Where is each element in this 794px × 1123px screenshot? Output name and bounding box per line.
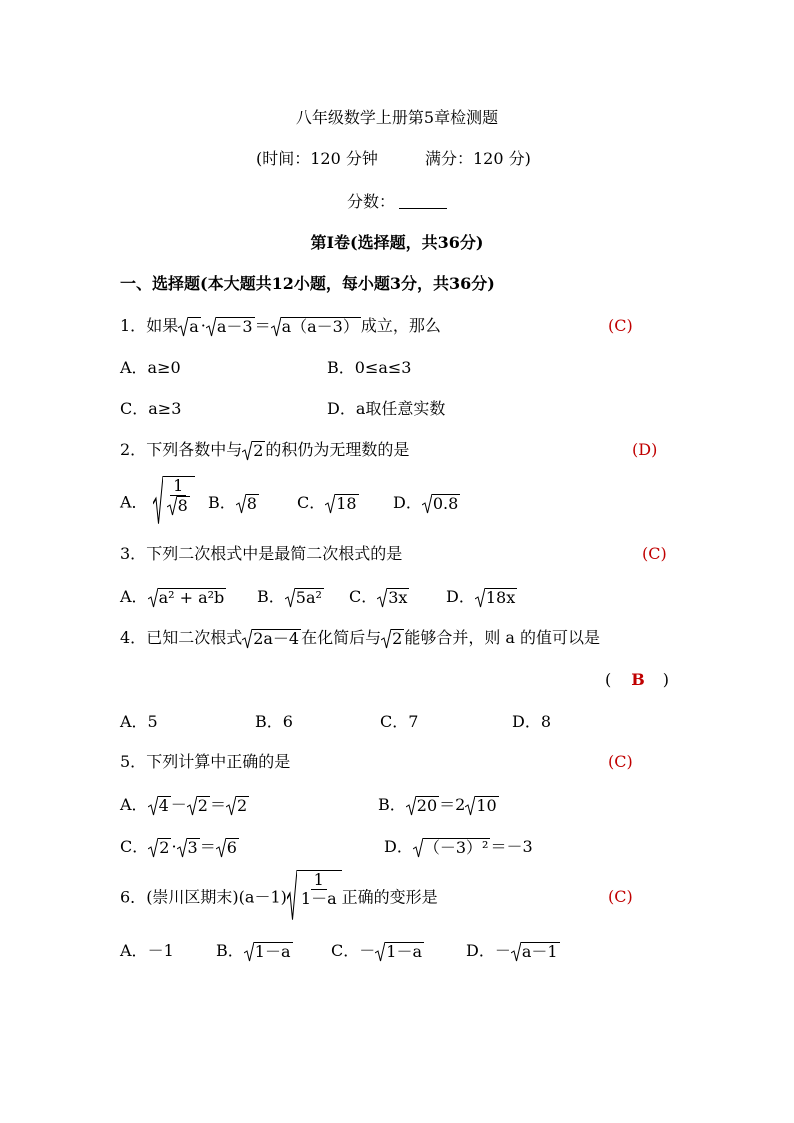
stem-text: 已知二次根式	[146, 628, 243, 647]
option-label: A．	[120, 492, 148, 512]
answer-letter: B	[631, 670, 645, 689]
question-number: 2．	[120, 440, 147, 459]
option-label: D．	[466, 941, 495, 960]
denominator: 1－a	[300, 888, 337, 908]
radicand: 6	[226, 837, 237, 857]
option-label: B．	[257, 587, 285, 606]
question-2-option-c	[297, 492, 359, 514]
question-6-option-b	[216, 940, 293, 962]
radical	[475, 588, 517, 608]
equals: ＝	[199, 837, 216, 856]
stem-text: 下列各数中与	[146, 440, 243, 459]
stem-text: 下列计算中正确的是	[146, 752, 291, 771]
radicand: a（a－3）	[281, 316, 359, 336]
dot-operator: ·	[200, 316, 206, 335]
radical	[325, 494, 358, 514]
radical	[148, 838, 171, 858]
radical	[216, 838, 239, 858]
question-4-option-d: D．8	[512, 712, 552, 731]
minus: －	[170, 795, 187, 814]
radicand: 2	[159, 837, 170, 857]
question-2-stem	[120, 439, 409, 461]
question-5-option-a	[120, 794, 249, 816]
option-label: D．	[393, 493, 422, 512]
question-number: 6．	[120, 887, 147, 907]
radical	[375, 942, 424, 962]
points-label: 分数：	[347, 192, 396, 211]
question-3-option-d	[446, 586, 517, 608]
stem-text: 成立，那么	[360, 316, 441, 335]
points-blank	[399, 192, 447, 209]
radical	[236, 494, 259, 514]
option-label: C．	[331, 941, 360, 960]
question-4-option-c: C．7	[380, 712, 419, 731]
question-4-option-b: B．6	[255, 712, 293, 731]
radical	[511, 942, 560, 962]
question-number: 1．	[120, 316, 147, 335]
question-number: 4．	[120, 628, 147, 647]
equals: ＝	[209, 795, 226, 814]
question-3-answer: (C)	[642, 544, 667, 563]
option-label: B．	[216, 941, 244, 960]
question-3-option-b	[257, 586, 324, 608]
minus: －	[359, 941, 376, 960]
radical	[177, 838, 200, 858]
radicand: 1－a	[254, 941, 291, 961]
radical	[413, 838, 491, 858]
radicand: 5a²	[295, 587, 322, 607]
radicand: （－3）²	[423, 837, 489, 857]
radical	[377, 588, 409, 608]
radicand: 3x	[388, 587, 408, 607]
question-4-answer	[605, 669, 669, 691]
radicand: 0.8	[432, 493, 459, 513]
radical	[187, 796, 210, 816]
question-5-option-d	[384, 836, 533, 858]
stem-text: 如果	[146, 316, 179, 335]
question-6-stem	[120, 870, 438, 922]
question-3-option-a	[120, 586, 226, 608]
question-number: 3．	[120, 544, 147, 563]
question-5-stem	[120, 751, 290, 773]
stem-text: 正确的变形是	[341, 887, 438, 907]
option-label: A．	[120, 795, 148, 814]
option-label: A．	[120, 941, 148, 960]
radical	[285, 588, 324, 608]
fraction	[164, 477, 193, 516]
radicand: 8	[246, 493, 257, 513]
option-label: D．	[384, 837, 413, 856]
radicand: 10	[476, 795, 497, 815]
page-title: 八年级数学上册第5章检测题	[295, 108, 499, 127]
stem-text: 的积仍为无理数的是	[265, 440, 410, 459]
question-3-stem	[120, 543, 402, 565]
time-label: (时间：120 分钟	[256, 149, 378, 168]
question-1-option-a: A．a≥0	[120, 358, 181, 377]
fraction	[298, 871, 340, 907]
radical	[422, 494, 460, 514]
question-1-stem	[120, 315, 441, 337]
radical	[178, 317, 201, 337]
option-label: C．	[297, 493, 326, 512]
radical	[271, 317, 361, 337]
question-1-option-d: D．a取任意实数	[327, 399, 446, 418]
radicand: 8	[177, 495, 188, 515]
question-1-option-c: C．a≥3	[120, 399, 182, 418]
radicand: 2a－4	[253, 628, 300, 648]
question-6-option-d	[466, 940, 560, 962]
option-label: B．	[208, 493, 236, 512]
question-3-option-c	[349, 586, 409, 608]
radical	[406, 796, 439, 816]
volume-title: 第Ⅰ卷(选择题，共36分)	[310, 233, 484, 252]
equals: ＝2	[439, 795, 466, 814]
equals: ＝	[254, 316, 271, 335]
question-2-option-d	[393, 492, 460, 514]
option-label: A．	[120, 587, 148, 606]
radicand: 18x	[485, 587, 516, 607]
radicand: a	[189, 316, 199, 336]
question-6-answer: (C)	[608, 887, 633, 906]
radical	[148, 796, 171, 816]
answer-bracket: (	[605, 670, 612, 689]
option-label: C．	[120, 837, 149, 856]
question-5-option-b	[378, 794, 499, 816]
points-line	[347, 191, 447, 213]
question-6-option-a	[120, 940, 174, 962]
radical	[244, 942, 293, 962]
radicand: a² + a²b	[158, 587, 225, 607]
stem-text: 能够合并，则 a 的值可以是	[404, 628, 601, 647]
radicand: a－3	[216, 316, 253, 336]
question-4-stem	[120, 627, 600, 649]
numerator: 1	[311, 871, 327, 890]
radicand: a－1	[521, 941, 558, 961]
radicand: 3	[187, 837, 198, 857]
stem-text: 下列二次根式中是最简二次根式的是	[146, 544, 403, 563]
question-1-option-b: B．0≤a≤3	[327, 358, 412, 377]
radicand: 4	[158, 795, 169, 815]
radical	[381, 629, 404, 649]
radicand: 20	[416, 795, 438, 815]
radical	[287, 870, 342, 922]
question-2-option-a	[120, 476, 195, 526]
question-number: 5．	[120, 752, 147, 771]
question-2-option-b	[208, 492, 259, 514]
option-label: B．	[378, 795, 406, 814]
stem-text: (崇川区期末)(a－1)	[146, 887, 287, 907]
question-1-answer: (C)	[608, 316, 633, 335]
option-label: C．	[349, 587, 378, 606]
question-4-option-a: A．5	[120, 712, 158, 731]
question-2-answer: (D)	[632, 440, 658, 459]
radicand: 2	[197, 795, 208, 815]
question-5-answer: (C)	[608, 752, 633, 771]
option-value: －1	[147, 941, 174, 960]
radical	[226, 796, 249, 816]
radical	[148, 588, 227, 608]
part-title: 一、选择题(本大题共12小题，每小题3分，共36分)	[120, 274, 495, 293]
radicand: 1－a	[386, 941, 422, 961]
radical	[242, 441, 265, 461]
stem-text: 在化简后与	[301, 628, 382, 647]
radicand: 2	[253, 440, 264, 460]
radicand: 2	[392, 628, 403, 648]
minus: －	[494, 941, 511, 960]
option-label: D．	[446, 587, 475, 606]
radicand: 2	[236, 795, 248, 815]
score-label: 满分：120 分)	[425, 149, 531, 168]
equals: ＝－3	[490, 837, 533, 856]
question-5-option-c	[120, 836, 239, 858]
radical	[153, 476, 195, 526]
answer-bracket: )	[662, 670, 670, 689]
dot-operator: ·	[171, 837, 177, 856]
radical	[206, 317, 255, 337]
radicand: 18	[336, 493, 357, 513]
radical	[242, 629, 301, 649]
question-6-option-c	[331, 940, 424, 962]
numerator: 1	[170, 477, 186, 496]
denominator	[164, 496, 193, 516]
radical	[465, 796, 498, 816]
